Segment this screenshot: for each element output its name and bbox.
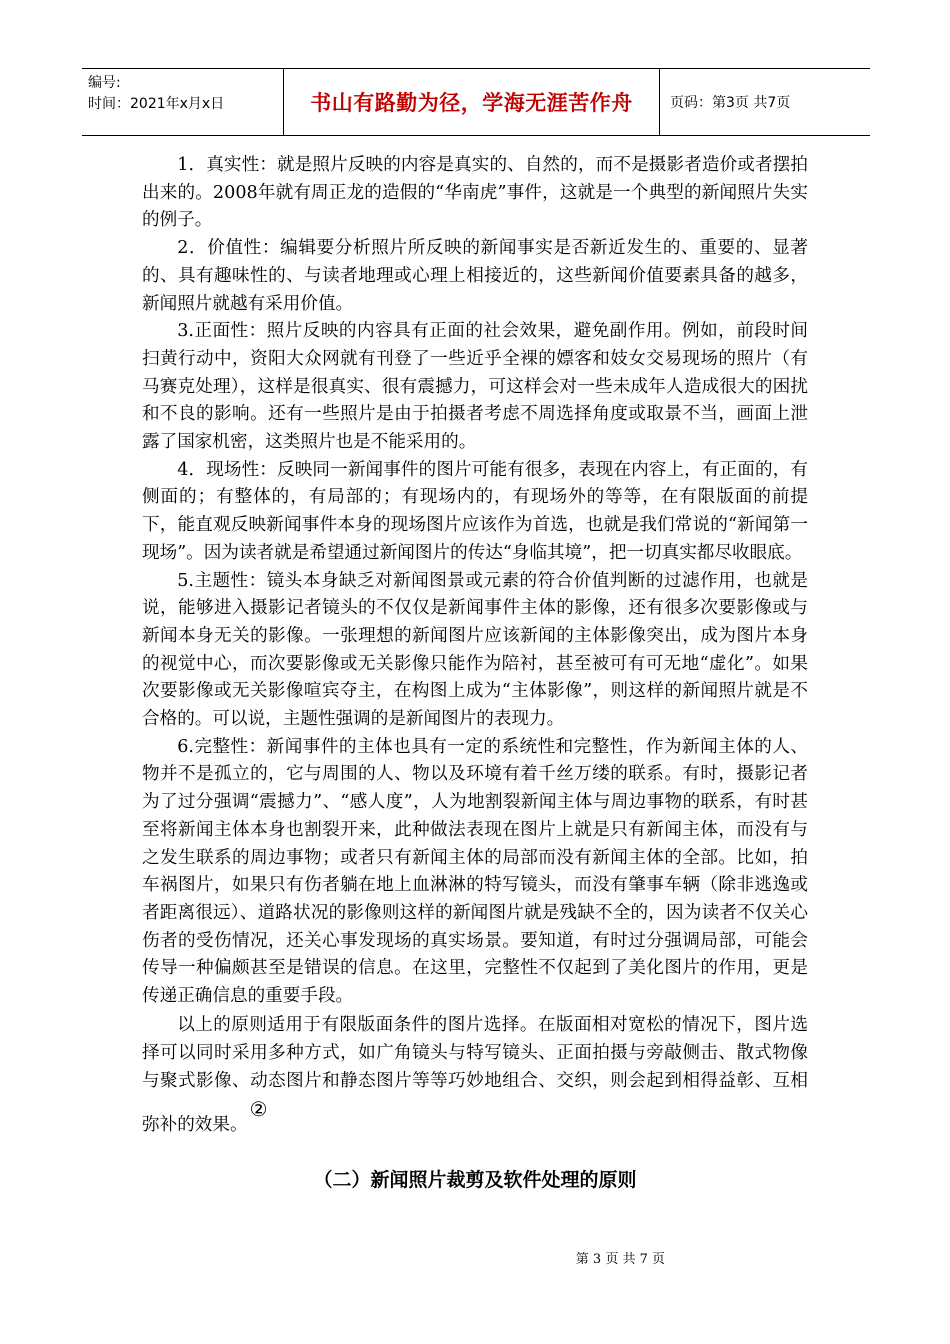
header-info — [82, 69, 284, 135]
section-heading: （二）新闻照片裁剪及软件处理的原则 — [313, 1169, 637, 1191]
header-motto: 书山有路勤为径，学海无涯苦作舟 — [284, 69, 660, 135]
page-header — [82, 68, 870, 136]
time-label: 时间：2021年x月x日 — [88, 96, 225, 112]
body-text — [142, 152, 808, 1139]
page-footer: 第 3 页 共 7 页 — [575, 1252, 665, 1267]
footnote-mark: ② — [249, 1096, 268, 1121]
paragraph-authenticity: 1．真实性：就是照片反映的内容是真实的、自然的，而不是摄影者造价或者摆拍出来的。2008年就有周正龙的造假的“华南虎”事件，这就是一个典型的新闻照片失实的例子。 — [142, 155, 808, 231]
paragraph-value: 2．价值性：编辑要分析照片所反映的新闻事实是否新近发生的、重要的、显著的、具有趣味性的、与读者地理或心理上相接近的，这些新闻价值要素具备的越多，新闻照片就越有采用价值。 — [142, 238, 808, 314]
paragraph-summary — [142, 1011, 808, 1139]
summary-text: 以上的原则适用于有限版面条件的图片选择。在版面相对宽松的情况下，图片选择可以同时采用多种方式，如广角镜头与特写镜头、正面拍摄与旁敲侧击、散式物像与聚式影像、动态图片和静态图片等等巧妙地组合、交织，则会起到相得益彰、互相弥补的效果。 — [142, 1014, 808, 1135]
paragraph-theme: 5.主题性：镜头本身缺乏对新闻图景或元素的符合价值判断的过滤作用，也就是说，能够进入摄影记者镜头的不仅仅是新闻事件主体的影像，还有很多次要影像或与新闻本身无关的影像。一张理想的新闻图片应该新闻的主体影像突出，成为图片本身的视觉中心，而次要影像或无关影像只能作为陪衬，甚至被可有可无地“虚化”。如果次要影像或无关影像喧宾夺主，在构图上成为“主体影像”，则这样的新闻照片就是不合格的。可以说，主题性强调的是新闻图片的表现力。 — [142, 570, 808, 730]
serial-label: 编号: — [88, 75, 121, 91]
paragraph-scene: 4．现场性：反映同一新闻事件的图片可能有很多，表现在内容上，有正面的，有侧面的；有整体的，有局部的；有现场内的，有现场外的等等，在有限版面的前提下，能直观反映新闻事件本身的现场图片应该作为首选，也就是我们常说的“新闻第一现场”。因为读者就是希望通过新闻图片的传达“身临其境”，把一切真实都尽收眼底。 — [142, 459, 808, 563]
header-page-label: 页码：第3页 共7页 — [670, 95, 791, 111]
paragraph-positivity: 3.正面性：照片反映的内容具有正面的社会效果，避免副作用。例如，前段时间扫黄行动中，资阳大众网就有刊登了一些近乎全裸的嫖客和妓女交易现场的照片（有马赛克处理），这样是很真实、很有震撼力，可这样会对一些未成年人造成很大的困扰和不良的影响。还有一些照片是由于拍摄者考虑不周选择角度或取景不当，画面上泄露了国家机密，这类照片也是不能采用的。 — [142, 321, 808, 453]
paragraph-completeness: 6.完整性：新闻事件的主体也具有一定的系统性和完整性，作为新闻主体的人、物并不是孤立的，它与周围的人、物以及环境有着千丝万缕的联系。有时，摄影记者为了过分强调“震撼力”、“感人度”，人为地割裂新闻主体与周边事物的联系，有时甚至将新闻主体本身也割裂开来，此种做法表现在图片上就是只有新闻主体，而没有与之发生联系的周边事物；或者只有新闻主体的局部而没有新闻主体的全部。比如，拍车祸图片，如果只有伤者躺在地上血淋淋的特写镜头，而没有肇事车辆（除非逃逸或者距离很远）、道路状况的影像则这样的新闻图片就是残缺不全的，因为读者不仅关心伤者的受伤情况，还关心事发现场的真实场景。要知道，有时过分强调局部，可能会传导一种偏颇甚至是错误的信息。在这里，完整性不仅起到了美化图片的作用，更是传递正确信息的重要手段。 — [142, 736, 808, 1007]
